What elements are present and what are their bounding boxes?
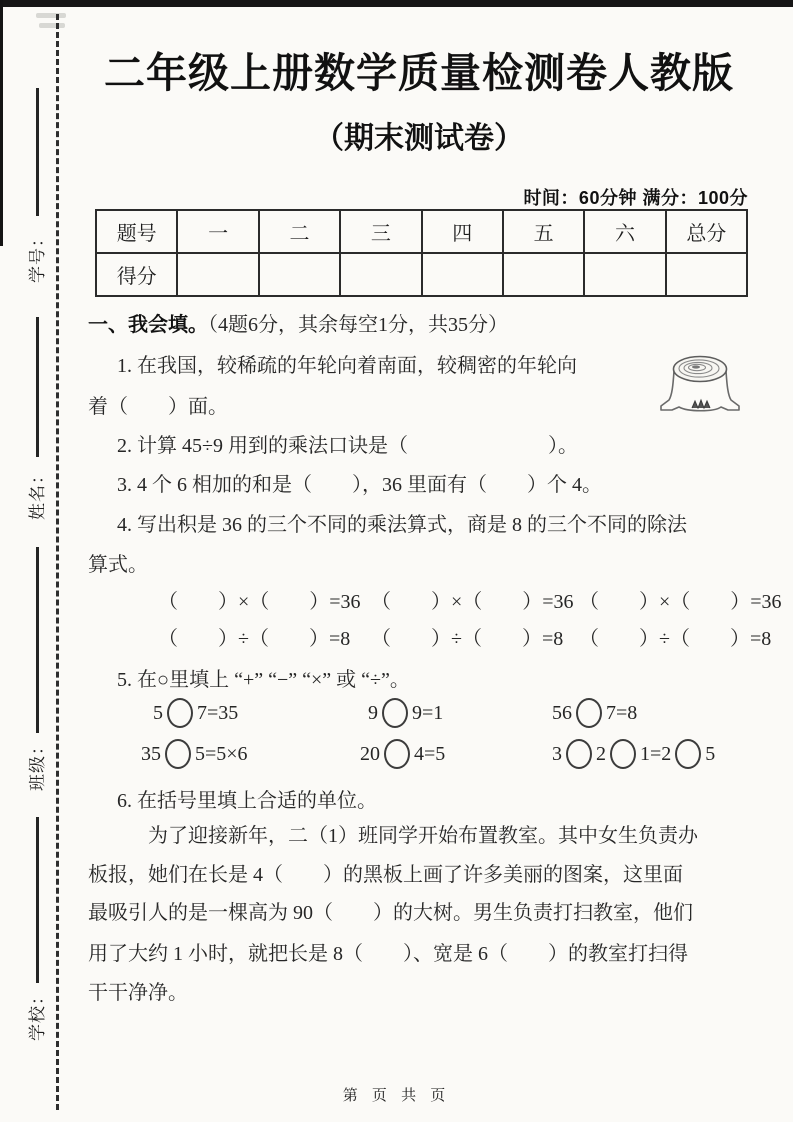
question-6-paragraph-line: 板报，她们在长是 4（ ）的黑板上画了许多美丽的图案，这里面: [88, 864, 683, 886]
question-1-line-1: 1. 在我国，较稀疏的年轮向着南面，较稠密的年轮向: [117, 355, 577, 377]
multiplication-blank-equation: （ ）×（ ）=36: [371, 591, 574, 613]
operator-circle: [576, 698, 602, 728]
score-empty-cell: [259, 253, 340, 296]
operator-circle: [610, 739, 636, 769]
section-heading-note: （4题6分，其余每空1分，共35分）: [208, 314, 508, 336]
question-6-paragraph-line: 为了迎接新年，二（1）班同学开始布置教室。其中女生负责办: [148, 825, 698, 847]
operator-fill-equation: 35 5=5×6: [141, 739, 248, 769]
question-6: 6. 在括号里填上合适的单位。: [117, 790, 377, 812]
section-heading: [88, 312, 508, 338]
student-number-label: 学号：: [28, 229, 47, 283]
division-blank-equation: （ ）÷（ ）=8: [158, 628, 351, 650]
division-blank-equation: （ ）÷（ ）=8: [579, 628, 772, 650]
score-label-cell: 得分: [96, 253, 177, 296]
header-cell-total: 总分: [666, 210, 747, 253]
scan-edge-top-bar: [0, 0, 793, 7]
operator-circle: [167, 698, 193, 728]
name-blank-line: [36, 317, 39, 457]
multiplication-blank-equation: （ ）×（ ）=36: [579, 591, 782, 613]
question-5-row-2: [0, 739, 793, 775]
header-cell-3: 三: [340, 210, 421, 253]
header-cell-question-no: 题号: [96, 210, 177, 253]
scan-edge-left-strip: [0, 0, 3, 246]
section-heading-title: 一、我会填。: [88, 314, 208, 336]
operator-fill-equation: 3 2 1=2 5: [552, 739, 715, 769]
header-cell-2: 二: [259, 210, 340, 253]
operator-circle: [165, 739, 191, 769]
time-and-score-info: 时间：60分钟 满分：100分: [523, 188, 748, 208]
operator-circle: [566, 739, 592, 769]
question-6-paragraph-line: 用了大约 1 小时，就把长是 8（ ）、宽是 6（ ）的教室打扫得: [88, 943, 688, 965]
operator-fill-equation: 5 7=35: [153, 698, 238, 728]
question-6-paragraph-line: 最吸引人的是一棵高为 90（ ）的大树。男生负责打扫教室，他们: [88, 902, 693, 924]
question-5: 5. 在○里填上 “+” “−” “×” 或 “÷”。: [117, 669, 410, 691]
school-label: 学校：: [28, 987, 47, 1041]
question-1-line-2: 着（ ）面。: [88, 396, 228, 418]
seal-dashed-line: [56, 14, 59, 1110]
multiplication-blank-equation: （ ）×（ ）=36: [158, 591, 361, 613]
operator-circle: [382, 698, 408, 728]
operator-circle: [675, 739, 701, 769]
question-4-line-1: 4. 写出积是 36 的三个不同的乘法算式，商是 8 的三个不同的除法: [117, 514, 687, 536]
header-cell-1: 一: [177, 210, 258, 253]
score-empty-cell: [584, 253, 665, 296]
header-cell-4: 四: [422, 210, 503, 253]
question-5-row-1: [0, 698, 793, 734]
operator-fill-equation: 9 9=1: [368, 698, 443, 728]
score-empty-cell: [177, 253, 258, 296]
question-6-paragraph-line: 干干净净。: [88, 982, 188, 1004]
tree-stump-icon: [658, 348, 748, 422]
name-label: 姓名：: [28, 466, 47, 520]
score-table: [95, 209, 748, 297]
question-4-line-2: 算式。: [88, 554, 148, 576]
table-row-question-numbers: [96, 210, 747, 253]
operator-fill-equation: 56 7=8: [552, 698, 637, 728]
operator-fill-equation: 20 4=5: [360, 739, 445, 769]
header-cell-5: 五: [503, 210, 584, 253]
scan-smudge-mark: [39, 23, 65, 28]
question-2: 2. 计算 45÷9 用到的乘法口诀是（ ）。: [117, 435, 578, 457]
scan-smudge-mark: [36, 13, 66, 18]
header-cell-6: 六: [584, 210, 665, 253]
division-blank-equation: （ ）÷（ ）=8: [371, 628, 564, 650]
page-title: 二年级上册数学质量检测卷人教版: [104, 50, 734, 96]
class-label: 班级：: [28, 737, 47, 791]
operator-circle: [384, 739, 410, 769]
page-footer: 第 页 共 页: [342, 1087, 451, 1104]
score-empty-cell: [503, 253, 584, 296]
school-blank-line: [36, 817, 39, 983]
question-3: 3. 4 个 6 相加的和是（ ），36 里面有（ ）个 4。: [117, 474, 602, 496]
page-subtitle: （期末测试卷）: [314, 122, 524, 155]
student-number-blank-line: [36, 88, 39, 216]
score-empty-cell: [340, 253, 421, 296]
score-empty-cell: [666, 253, 747, 296]
table-row-scores: [96, 253, 747, 296]
score-empty-cell: [422, 253, 503, 296]
